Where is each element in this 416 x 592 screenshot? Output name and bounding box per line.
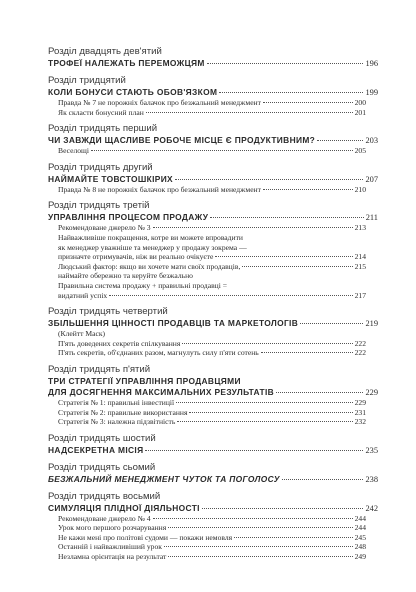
dot-leader (210, 217, 363, 218)
subsection-title: Рекомендоване джерело № 4 (58, 513, 151, 523)
subsection-list (58, 329, 366, 358)
subsection-title-line: Найважливіше покращення, котре ви можете впровадити (58, 232, 243, 242)
page-number: 242 (365, 503, 378, 513)
section-title: КОЛИ БОНУСИ СТАЮТЬ ОБОВ'ЯЗКОМ (48, 87, 218, 97)
page-number: 248 (354, 542, 366, 552)
subsection-entry[interactable] (58, 339, 366, 349)
page-number: 244 (354, 513, 366, 523)
subsection-title-line: наймайте обережно та керуйте безжально (58, 271, 193, 281)
dot-leader (276, 392, 363, 393)
subsection-entry[interactable] (58, 533, 366, 543)
subsection-entry[interactable] (58, 408, 366, 418)
section-label: Розділ тридцять перший (48, 123, 158, 135)
subsection-list (58, 398, 366, 427)
dot-leader (261, 352, 353, 353)
page-number: 199 (365, 88, 378, 97)
subsection-entry[interactable] (58, 552, 366, 562)
section-title: ЧИ ЗАВЖДИ ЩАСЛИВЕ РОБОЧЕ МІСЦЕ Є ПРОДУКТИВНИМ? (48, 135, 316, 146)
toc-section (48, 433, 378, 456)
section-title-row[interactable] (48, 58, 378, 69)
dot-leader (109, 295, 352, 296)
toc-section (48, 162, 378, 195)
dot-leader (177, 421, 352, 422)
subsection-title: Веселощі (58, 146, 90, 156)
dot-leader (263, 102, 353, 103)
page-number: 238 (365, 474, 378, 484)
page-number: 214 (354, 252, 366, 262)
subsection-entry[interactable] (58, 98, 366, 108)
section-label: Розділ тридцять шостий (48, 432, 156, 444)
section-title: ЗБІЛЬШЕННЯ ЦІННОСТІ ПРОДАВЦІВ ТА МАРКЕТОЛОГІВ (48, 318, 299, 329)
section-title: БЕЗЖАЛЬНИЙ МЕНЕДЖМЕНТ ЧУТОК ТА ПОГОЛОСУ (48, 473, 280, 484)
subsection-entry[interactable] (58, 523, 366, 533)
dot-leader (189, 412, 352, 413)
subsection-title: П'ять секретів, об'єднаних разом, магнулуть силу п'яти сотень (58, 348, 259, 358)
dot-leader (145, 450, 363, 451)
page-number: 201 (354, 107, 366, 117)
section-label: Розділ тридцять четвертий (48, 306, 168, 318)
dot-leader (176, 402, 352, 403)
subsection-entry[interactable] (58, 185, 366, 195)
page-number: 211 (365, 213, 378, 223)
page-number: 215 (354, 261, 366, 271)
subsection-list (58, 146, 366, 156)
subsection-list (58, 223, 366, 300)
subsection-title-line: як менеджер уважніше та менеджер у продажу зокрема — (58, 242, 247, 252)
section-title-row[interactable] (48, 503, 378, 514)
dot-leader (168, 527, 352, 528)
section-title-row[interactable] (48, 212, 378, 223)
subsection-title-line: Людський фактор: якщо ви хочете мати своїх продавців, (58, 261, 241, 271)
toc-section (48, 46, 378, 69)
subsection-title-line: видатний успіх (58, 290, 108, 300)
subsection-entry[interactable] (58, 398, 366, 408)
toc-section (48, 306, 378, 358)
dot-leader (202, 508, 364, 509)
page-number: 219 (365, 319, 378, 329)
dot-leader (164, 546, 353, 547)
page-number: 222 (354, 348, 366, 358)
toc-section (48, 462, 378, 485)
dot-leader (263, 189, 353, 190)
subsection-title-line: призначте отримувачів, ніж ви реально очікуєте (58, 252, 214, 262)
dot-leader (219, 92, 363, 93)
section-label: Розділ тридцять третій (48, 200, 150, 212)
subsection-title: Правда № 8 не порожніх балачок про безжальний менеджмент (58, 184, 261, 194)
section-title: УПРАВЛІННЯ ПРОЦЕСОМ ПРОДАЖУ (48, 212, 209, 223)
section-label: Розділ двадцять дев'ятий (48, 46, 162, 57)
section-title-row[interactable] (48, 387, 378, 398)
subsection-entry (58, 329, 366, 339)
subsection-entry[interactable] (58, 514, 366, 524)
page-number: 229 (354, 397, 366, 407)
subsection-title: Стратегія № 2: правильне використання (58, 407, 188, 417)
section-title-line[interactable]: ТРИ СТРАТЕГІЇ УПРАВЛІННЯ ПРОДАВЦЯМИ (48, 375, 241, 386)
section-title-line: ДЛЯ ДОСЯГНЕННЯ МАКСИМАЛЬНИХ РЕЗУЛЬТАТІВ (48, 386, 275, 397)
page-number: 244 (354, 523, 366, 533)
dot-leader (146, 112, 353, 113)
section-label: Розділ тридцять сьомий (48, 461, 156, 473)
subsection-title: Правда № 7 не порожніх балачок про безжальний менеджмент (58, 98, 261, 107)
section-title-row[interactable] (48, 135, 378, 146)
subsection-title: Рекомендоване джерело № 3 (58, 223, 151, 233)
section-title: СИМУЛЯЦІЯ ПЛІДНОЇ ДІЯЛЬНОСТІ (48, 502, 200, 513)
toc-section (48, 123, 378, 156)
section-title-row[interactable] (48, 174, 378, 185)
toc-section (48, 364, 378, 427)
subsection-title: П'ять доведених секретів спілкування (58, 338, 181, 348)
subsection-entry[interactable] (58, 348, 366, 358)
subsection-title: Стратегія № 3: належна підзвітність (58, 417, 176, 427)
section-title-row[interactable] (48, 87, 378, 98)
section-label: Розділ тридцятий (48, 75, 126, 86)
subsection-title: (Клейтт Маск) (58, 329, 106, 339)
page-number: 213 (354, 223, 366, 233)
page-number: 235 (365, 445, 378, 455)
dot-leader (182, 343, 352, 344)
subsection-entry[interactable] (58, 262, 366, 281)
section-title-row[interactable] (48, 474, 378, 485)
subsection-entry[interactable] (58, 146, 366, 156)
section-label: Розділ тридцять п'ятий (48, 363, 151, 375)
page-number: 229 (365, 387, 378, 397)
page-number: 203 (365, 136, 378, 146)
subsection-entry[interactable] (58, 281, 366, 300)
subsection-list (58, 98, 366, 117)
toc-section (48, 200, 378, 300)
page-number: 232 (354, 417, 366, 427)
dot-leader (242, 266, 352, 267)
dot-leader (153, 518, 353, 519)
dot-leader (317, 140, 363, 141)
subsection-title: Стратегія № 1: правильні інвестиції (58, 397, 175, 407)
dot-leader (168, 556, 352, 557)
subsection-title: Незламна орієнтація на результат (58, 552, 167, 562)
subsection-list (58, 185, 366, 195)
dot-leader (234, 537, 352, 538)
section-label: Розділ тридцять восьмий (48, 490, 161, 502)
page-number: 249 (354, 552, 366, 562)
section-title-row[interactable] (48, 445, 378, 456)
subsection-entry[interactable] (58, 223, 366, 233)
dot-leader (282, 479, 364, 480)
subsection-title: Як скласти бонусний план (58, 107, 144, 117)
section-title: НАЙМАЙТЕ ТОВСТОШКІРИХ (48, 173, 173, 184)
subsection-list (58, 514, 366, 562)
dot-leader (153, 227, 353, 228)
subsection-entry[interactable] (58, 417, 366, 427)
page-number: 245 (354, 532, 366, 542)
dot-leader (91, 150, 353, 151)
page-number: 196 (365, 59, 378, 68)
page-number: 207 (365, 174, 378, 184)
page-number: 200 (354, 98, 366, 107)
toc-section (48, 491, 378, 562)
subsection-title: Останній і найважливіший урок (58, 542, 162, 552)
page-number: 210 (354, 184, 366, 194)
dot-leader (175, 179, 363, 180)
dot-leader (300, 323, 363, 324)
page-number: 205 (354, 146, 366, 156)
subsection-title: Урок мого першого розчарування (58, 523, 167, 533)
page-number: 231 (354, 407, 366, 417)
section-title: ТРОФЕЇ НАЛЕЖАТЬ ПЕРЕМОЖЦЯМ (48, 58, 205, 68)
dot-leader (207, 63, 364, 64)
section-label: Розділ тридцять другий (48, 161, 153, 173)
subsection-entry[interactable] (58, 542, 366, 552)
table-of-contents (48, 46, 378, 568)
dot-leader (215, 256, 352, 257)
page-number: 222 (354, 338, 366, 348)
section-title-row[interactable] (48, 318, 378, 329)
toc-section (48, 75, 378, 117)
subsection-title-line: Правильна система продажу + правильні продавці = (58, 280, 228, 290)
subsection-entry[interactable] (58, 233, 366, 262)
page-number: 217 (354, 290, 366, 300)
subsection-entry[interactable] (58, 108, 366, 118)
subsection-title: Не кажи мені про політові судоми — покажи немовля (58, 532, 233, 542)
section-title: НАДСЕКРЕТНА МІСІЯ (48, 444, 144, 455)
